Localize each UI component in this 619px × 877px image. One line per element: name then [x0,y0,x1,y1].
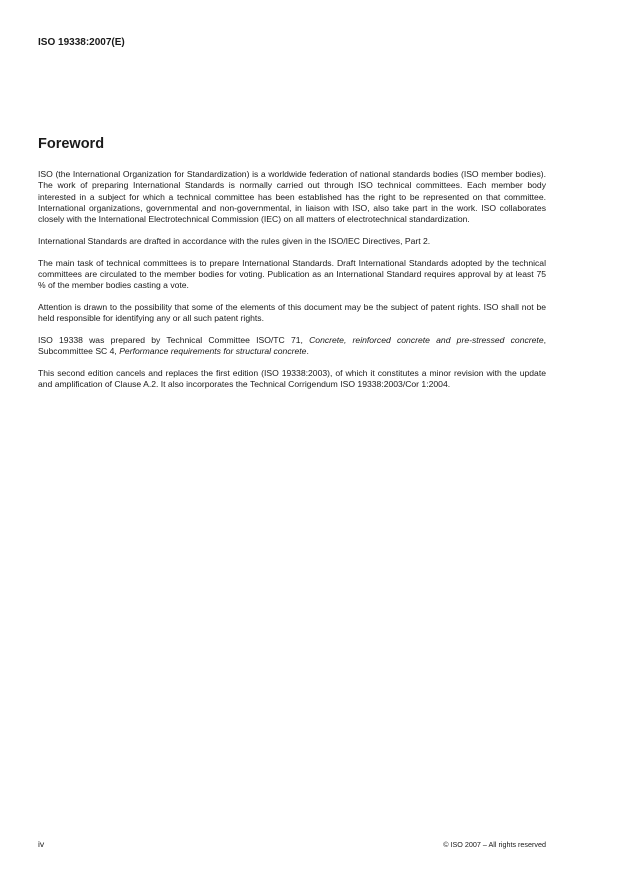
paragraph-edition-note: This second edition cancels and replaces the first edition (ISO 19338:2003), of which it constitutes a minor revision with the update and amplification of Clause A.2. It also incorporates the Technical Corrigendum ISO 19338:2003/Cor 1:2004. [38,367,546,389]
paragraph-prepared-by [38,335,546,358]
subcommittee-name: Performance requirements for structural concrete [119,346,307,356]
page-title: Foreword [38,136,105,152]
paragraph-patent-rights: Attention is drawn to the possibility that some of the elements of this document may be the subject of patent rights. ISO shall not be held responsible for identifying any or all such patent rights. [38,301,546,323]
paragraph-iso-intro: ISO (the International Organization for Standardization) is a worldwide federation of national standards bodies (ISO member bodies). The work of preparing International Standards is normally carried out through ISO technical committees. Each member body interested in a subject for which a technical committee has been established has the right to be represented on that committee. International organizations, governmental and non-governmental, in liaison with ISO, also take part in the work. ISO collaborates closely with the International Electrotechnical Commission (IEC) on all matters of electrotechnical standardization. [38,169,546,224]
technical-committee-name: Concrete, reinforced concrete and pre-stressed concrete [309,334,544,345]
prepared-by-text: ISO 19338 was prepared by Technical Committee ISO/TC 71, [38,334,310,345]
document-id-header: ISO 19338:2007(E) [38,37,125,48]
paragraph-committees-task: The main task of technical committees is to prepare International Standards. Draft International Standards adopted by the technical committees are circulated to the member bodies for voting. Publication as an International Standard requires approval by at least 75 % of the member bodies casting a vote. [38,257,546,290]
period-text: . [306,346,309,356]
foreword-body [38,169,546,401]
page-number: iv [38,839,45,849]
copyright-notice: © ISO 2007 – All rights reserved [443,840,546,849]
paragraph-directives: International Standards are drafted in accordance with the rules given in the ISO/IEC Directives, Part 2. [38,235,431,246]
subcommittee-text: , Subcommittee SC 4, [38,334,546,356]
